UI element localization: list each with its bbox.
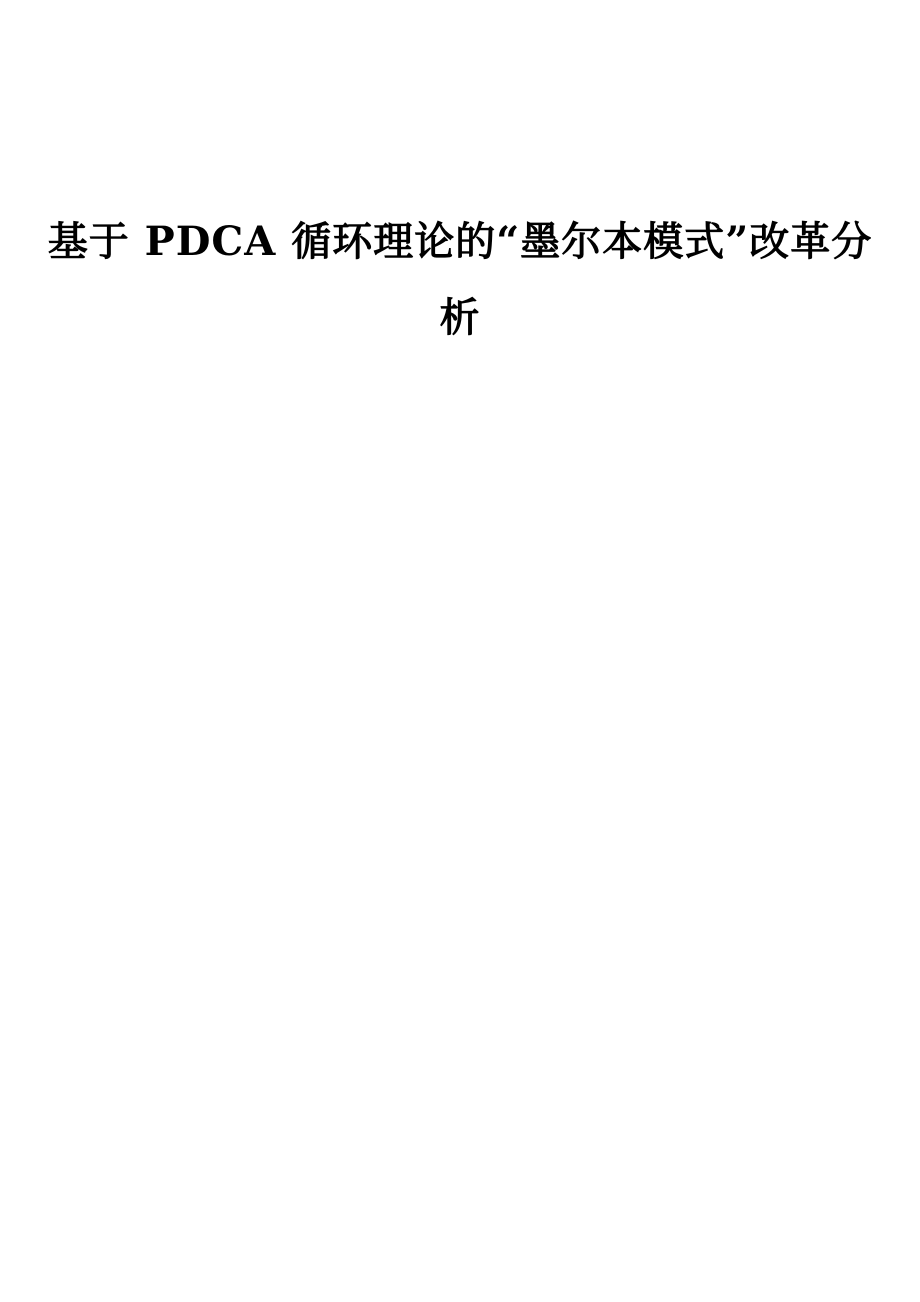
document-title xyxy=(0,204,920,356)
document-title-line-2: 析 xyxy=(439,294,481,341)
document-title-line-1: 基于 PDCA 循环理论的“墨尔本模式”改革分 xyxy=(47,218,873,265)
